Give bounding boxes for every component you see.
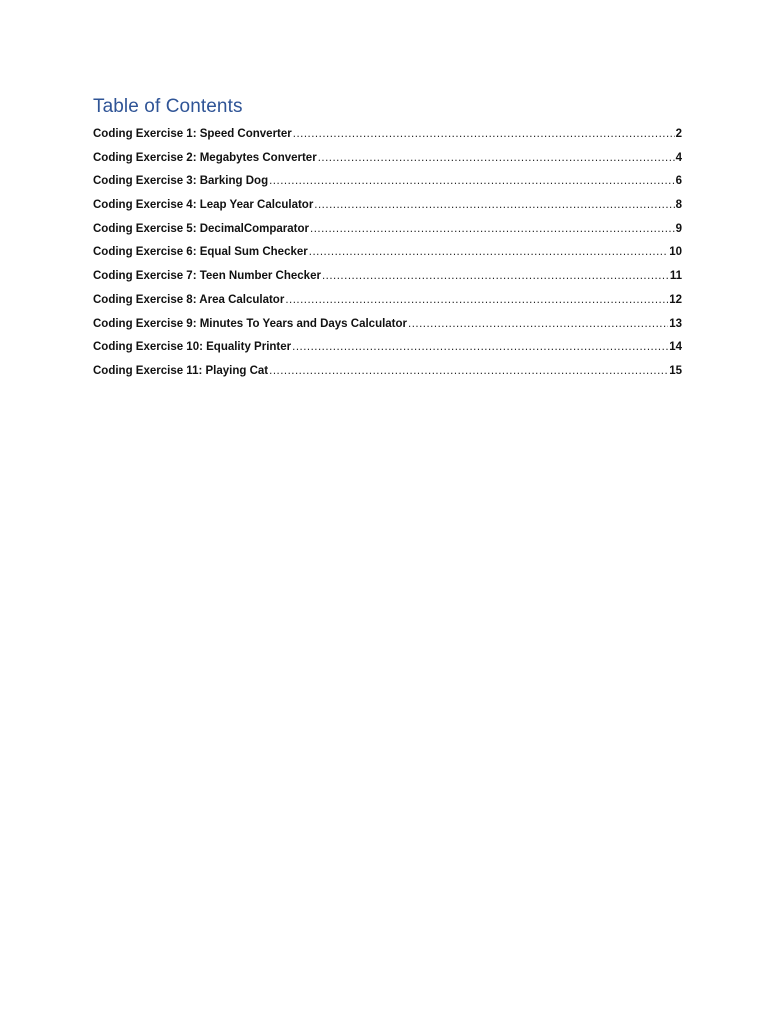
toc-entry-page-number: 13 (669, 317, 682, 330)
toc-entry-page-number: 8 (675, 199, 682, 212)
toc-entry-title: Coding Exercise 8: Area Calculator (93, 293, 285, 306)
toc-entry-10[interactable] (93, 341, 682, 365)
toc-entry-4[interactable] (93, 199, 682, 223)
toc-entry-page-number: 2 (675, 128, 682, 140)
toc-entry-1[interactable] (93, 128, 682, 152)
toc-entry-2[interactable] (93, 152, 682, 176)
toc-entry-page-number: 9 (675, 222, 682, 235)
toc-dot-leader (318, 152, 675, 164)
toc-entry-11[interactable] (93, 365, 682, 389)
toc-dot-leader (292, 341, 668, 353)
toc-entry-title: Coding Exercise 6: Equal Sum Checker (93, 246, 308, 259)
toc-entry-title: Coding Exercise 2: Megabytes Converter (93, 151, 317, 164)
toc-entry-title: Coding Exercise 3: Barking Dog (93, 175, 269, 188)
toc-dot-leader (269, 365, 668, 377)
toc-heading: Table of Contents (93, 96, 243, 117)
toc-entry-7[interactable] (93, 270, 682, 294)
toc-entry-title: Coding Exercise 7: Teen Number Checker (93, 270, 321, 283)
toc-entry-page-number: 12 (669, 293, 682, 306)
toc-entry-title: Coding Exercise 10: Equality Printer (93, 341, 292, 354)
toc-entry-3[interactable] (93, 175, 682, 199)
toc-dot-leader (322, 270, 669, 282)
toc-entry-title: Coding Exercise 1: Speed Converter (93, 128, 292, 140)
toc-dot-leader (408, 318, 668, 330)
toc-dot-leader (309, 246, 668, 258)
toc-entry-title: Coding Exercise 11: Playing Cat (93, 364, 269, 377)
toc-entry-page-number: 15 (669, 364, 682, 377)
toc-dot-leader (269, 175, 674, 187)
toc-entry-title: Coding Exercise 9: Minutes To Years and Days Calculator (93, 317, 408, 330)
toc-dot-leader (293, 128, 675, 140)
toc-entry-page-number: 11 (669, 270, 682, 283)
toc-entry-page-number: 6 (675, 175, 682, 188)
toc-entry-page-number: 14 (669, 341, 682, 354)
toc-list (93, 128, 682, 389)
toc-entry-title: Coding Exercise 4: Leap Year Calculator (93, 199, 314, 212)
toc-dot-leader (310, 223, 675, 235)
toc-entry-page-number: 10 (669, 246, 682, 259)
toc-dot-leader (314, 199, 674, 211)
toc-entry-5[interactable] (93, 223, 682, 247)
toc-entry-8[interactable] (93, 294, 682, 318)
toc-dot-leader (285, 294, 668, 306)
toc-entry-9[interactable] (93, 318, 682, 342)
toc-entry-6[interactable] (93, 246, 682, 270)
toc-entry-title: Coding Exercise 5: DecimalComparator (93, 222, 310, 235)
toc-entry-page-number: 4 (675, 151, 682, 164)
